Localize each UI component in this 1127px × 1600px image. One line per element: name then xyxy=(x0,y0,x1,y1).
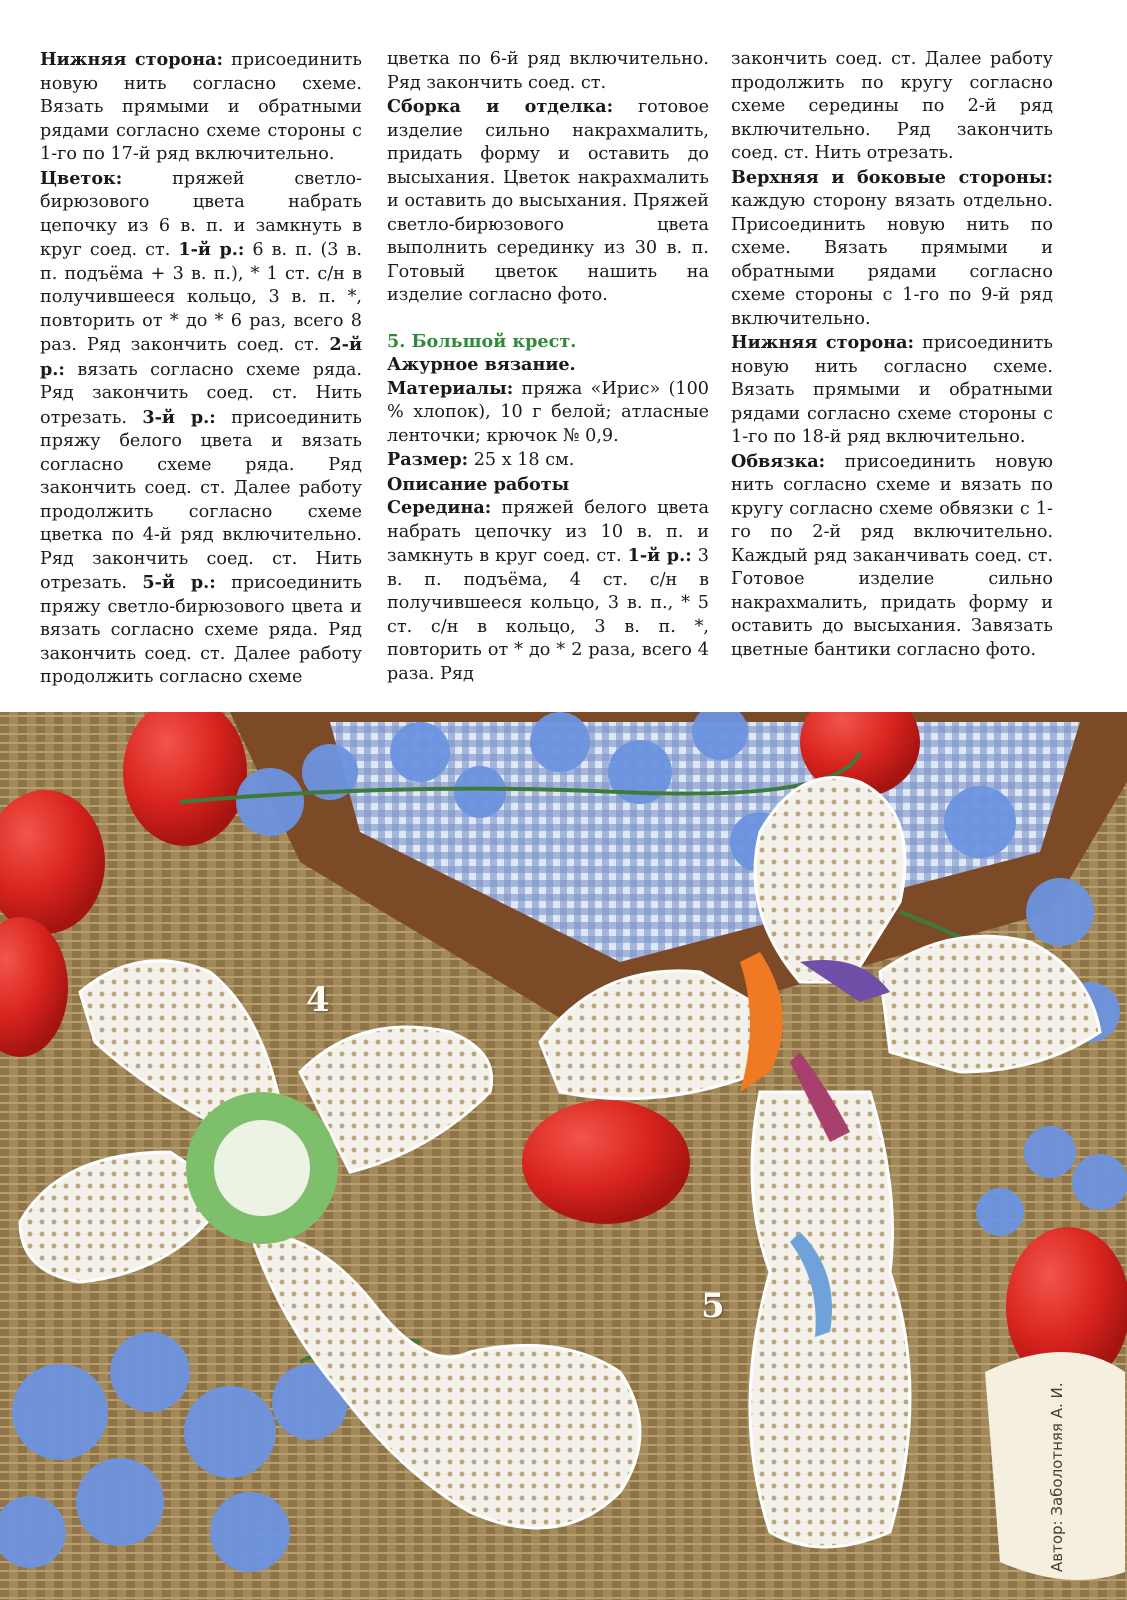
label: Обвязка: xyxy=(731,450,826,472)
column-3 xyxy=(731,48,1053,662)
text: пряжей светло-бирюзового цвета набрать цепочку из 6 в. п. и замкнуть в круг соед. ст. xyxy=(40,168,362,260)
label: Цветок: xyxy=(40,167,123,189)
paragraph-edging xyxy=(731,450,1053,663)
paragraph-middle xyxy=(387,496,709,686)
label: Нижняя сторона: xyxy=(40,49,224,70)
text: 6 в. п. (3 в. п. подъёма + 3 в. п.), * 1 ст. с/н в получившееся кольцо, 3 в. п. *, повторить от * до * 6 раз, всего 8 раз. Ряд закончить соед. ст. xyxy=(40,240,363,355)
text: каждую сторону вязать отдельно. Присоединить новую нить по схеме. Вязать прямыми и обратными рядами согласно схеме стороны с 1-го по 9-й ряд включительно. xyxy=(731,191,1053,329)
section-title: 5. Большой крест. xyxy=(387,330,577,352)
paragraph-top-sides xyxy=(731,166,1053,332)
text: присоединить новую нить согласно схеме и вязать по кругу согласно схеме обвязки с 1-го по 2-й ряд включительно. Каждый ряд заканчивать соед. ст. Готовое изделие сильно накрахмалить, придать форму и оставить до высыхания. Завязать цветные бантики согласно фото. xyxy=(731,451,1053,660)
paragraph-size xyxy=(387,448,709,473)
photo xyxy=(0,712,1127,1600)
label: Нижняя сторона: xyxy=(731,332,915,353)
text: 3 в. п. подъёма, 4 ст. с/н в получившееся кольцо, 3 в. п., * 5 ст. с/н в кольцо, 3 в. п. *, повторить от * до * 2 раза, всего 4 раза. Ряд xyxy=(387,546,709,684)
text: готовое изделие сильно накрахмалить, придать форму и оставить до высыхания. Цветок накрахмалить и оставить до высыхания. Пряжей светло-бирюзового цвета выполнить серединку из 30 в. п. Готовый цветок нашить на изделие согласно фото. xyxy=(387,97,709,305)
text: присоединить новую нить согласно схеме. Вязать прямыми и обратными рядами согласно схеме стороны с 1-го по 17-й ряд включительно. xyxy=(40,50,362,164)
technique-heading: Ажурное вязание. xyxy=(387,354,576,375)
paragraph-continuation: закончить соед. ст. Далее работу продолжить по кругу согласно схеме середины по 2-й ряд включительно. Ряд закончить соед. ст. Нить отрезать. xyxy=(731,49,1053,163)
text: вязать согласно схеме ряда. Ряд закончить соед. ст. Нить отрезать. xyxy=(40,359,362,428)
text: 25 х 18 см. xyxy=(468,450,575,470)
text: пряжа «Ирис» (100 % хлопок), 10 г белой; атласные ленточки; крючок № 0,9. xyxy=(387,378,709,446)
paragraph-materials xyxy=(387,377,709,449)
green-flower-center xyxy=(214,1120,310,1216)
author-credit: Автор: Заболотняя А. И. xyxy=(1048,1382,1066,1572)
label: 2-й р.: xyxy=(40,334,362,380)
label: 5-й р.: xyxy=(142,572,216,593)
photo-label-4: 4 xyxy=(306,980,330,1020)
description-heading: Описание работы xyxy=(387,473,570,495)
label: 3-й р.: xyxy=(142,406,216,428)
label: Середина: xyxy=(387,497,492,518)
paragraph-bottom-side xyxy=(40,48,362,167)
label: 1-й р.: xyxy=(627,545,692,566)
photo-label-5: 5 xyxy=(701,1286,725,1326)
red-egg xyxy=(522,1100,690,1224)
text: пряжей белого цвета набрать цепочку из 10 в. п. и замкнуть в круг соед. ст. xyxy=(387,498,709,566)
paragraph-assembly xyxy=(387,95,709,308)
label: Верхняя и боковые стороны: xyxy=(731,166,1053,188)
text-columns xyxy=(0,0,1127,712)
column-1 xyxy=(40,48,362,690)
label: Размер: xyxy=(387,449,469,470)
text: присоединить новую нить согласно схеме. Вязать прямыми и обратными рядами согласно схеме стороны с 1-го по 18-й ряд включительно. xyxy=(731,333,1053,447)
label: Сборка и отделка: xyxy=(387,96,614,117)
photo-illustration xyxy=(0,712,1127,1600)
label: Материалы: xyxy=(387,377,514,399)
text: присоединить пряжу светло-бирюзового цвета и вязать согласно схеме ряда. Ряд закончить соед. ст. Далее работу продолжить согласно схеме xyxy=(40,573,362,687)
paragraph-bottom-side xyxy=(731,331,1053,450)
paragraph-continuation: цветка по 6-й ряд включительно. Ряд закончить соед. ст. xyxy=(387,49,709,93)
paragraph-flower xyxy=(40,167,362,690)
column-2 xyxy=(387,48,709,686)
label: 1-й р.: xyxy=(178,239,245,260)
text: присоединить пряжу белого цвета и вязать согласно схеме ряда. Ряд закончить соед. ст. Далее работу продолжить согласно схеме цветка по 4-й ряд включительно. Ряд закончить соед. ст. Нить отрезать. xyxy=(40,407,362,593)
